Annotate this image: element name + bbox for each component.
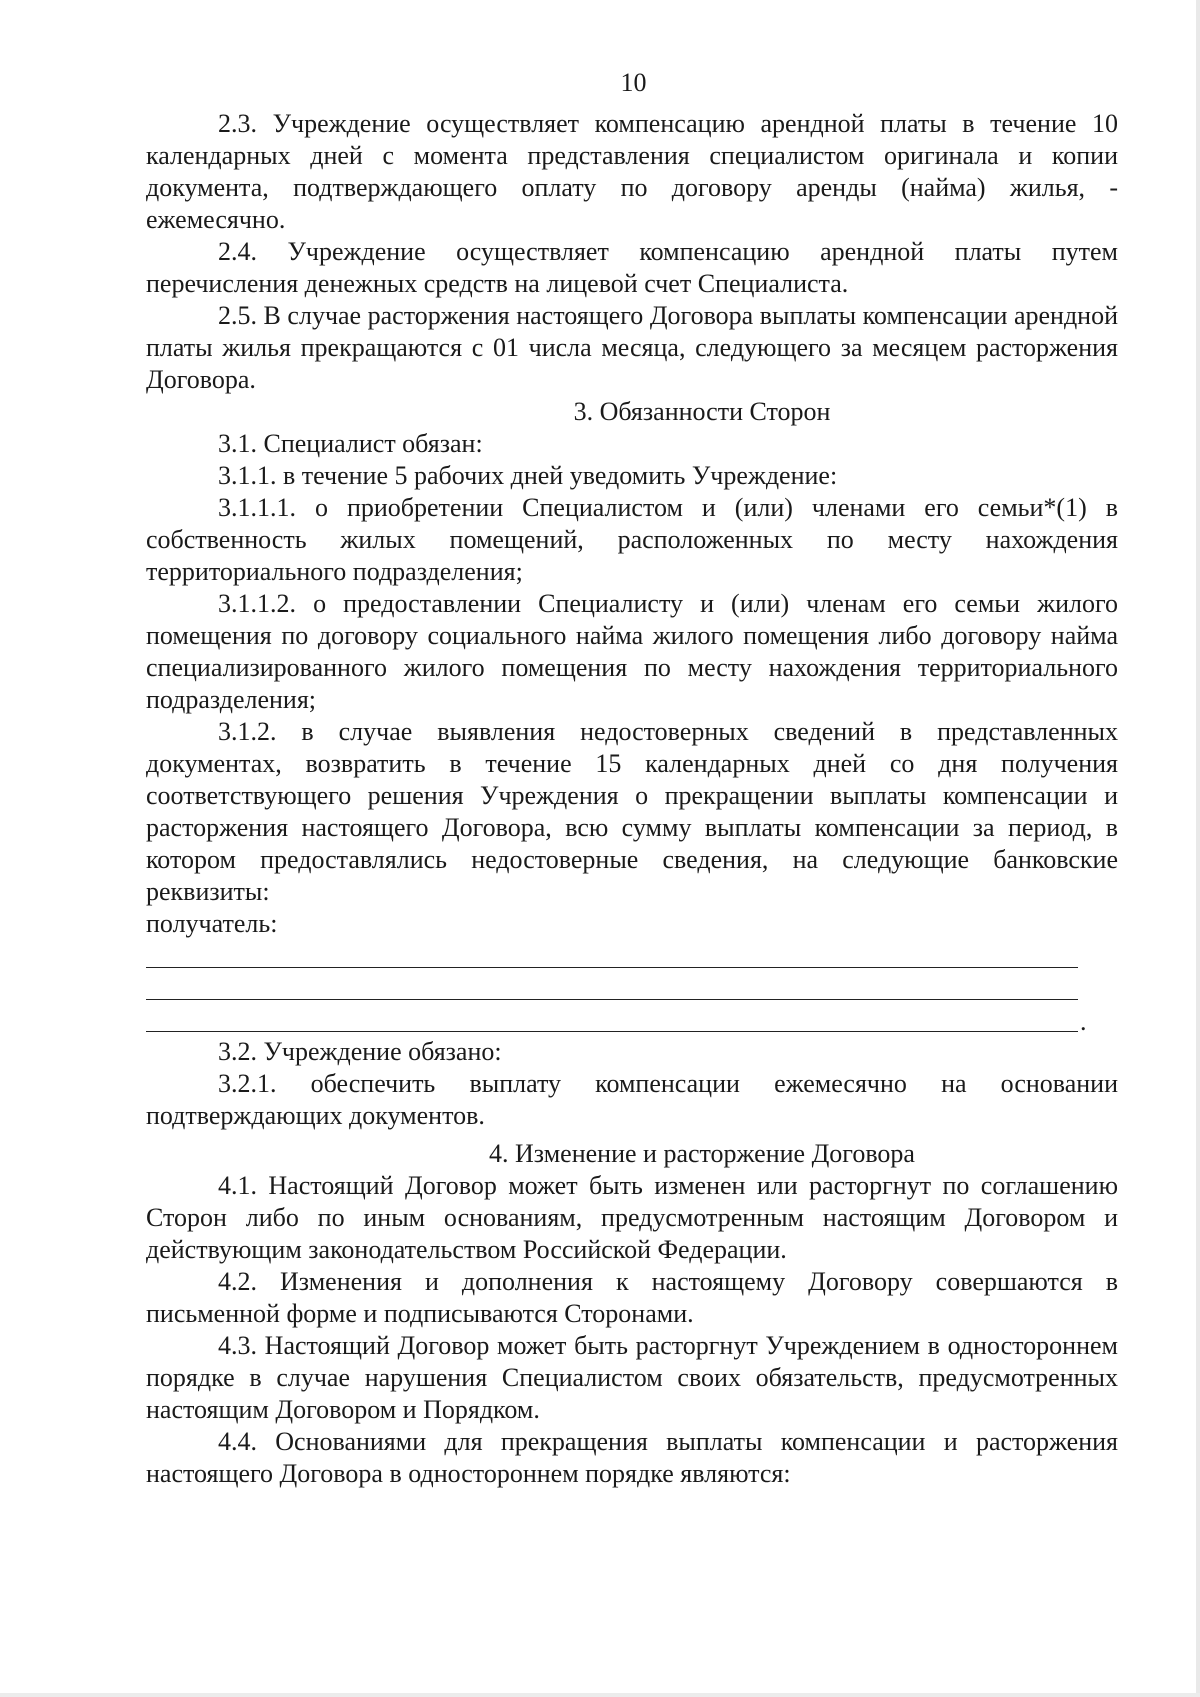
paragraph-3-2-1: 3.2.1. обеспечить выплату компенсации ежемесячно на основании подтверждающих документов. [146, 1069, 1118, 1130]
paragraph-3-1: 3.1. Специалист обязан: [218, 429, 483, 458]
paragraph-3-1-2: 3.1.2. в случае выявления недостоверных сведений в представленных документах, возвратить в течение 15 календарных дней со дня получения соответствующего решения Учреждения о прекращении выплаты компенсации и расторжения настоящего Договора, всю сумму выплаты компенсации за период, в котором предоставлялись недостоверные сведения, на следующие банковские реквизиты: [146, 717, 1118, 906]
section-heading-3: 3. Обязанности Сторон [573, 397, 831, 426]
recipient-label: получатель: [146, 909, 278, 938]
blank-line-period: . [1080, 1007, 1087, 1036]
paragraph-4-1: 4.1. Настоящий Договор может быть изменен или расторгнут по соглашению Сторон либо по иным основаниям, предусмотренным настоящим Договором и действующим законодательством Российской Федерации. [146, 1171, 1118, 1264]
document-body [146, 108, 1118, 1490]
blank-line-2 [146, 972, 1118, 1004]
scan-edge-right [1196, 0, 1200, 1697]
paragraph-3-1-1-1: 3.1.1.1. о приобретении Специалистом и (или) членами его семьи*(1) в собственность жилых помещений, расположенных по месту нахождения территориального подразделения; [146, 493, 1118, 586]
scan-edge-bottom [0, 1693, 1200, 1697]
blank-line-1 [146, 940, 1118, 972]
section-heading-4: 4. Изменение и расторжение Договора [489, 1139, 915, 1168]
page-number: 10 [620, 68, 647, 97]
paragraph-4-3: 4.3. Настоящий Договор может быть расторгнут Учреждением в одностороннем порядке в случае нарушения Специалистом своих обязательств, предусмотренных настоящим Договором и Порядком. [146, 1331, 1118, 1424]
paragraph-2-3: 2.3. Учреждение осуществляет компенсацию арендной платы в течение 10 календарных дней с момента представления специалистом оригинала и копии документа, подтверждающего оплату по договору аренды (найма) жилья, - ежемесячно. [146, 109, 1118, 234]
paragraph-4-4: 4.4. Основаниями для прекращения выплаты компенсации и расторжения настоящего Договора в одностороннем порядке являются: [146, 1427, 1118, 1488]
paragraph-3-1-1-2: 3.1.1.2. о предоставлении Специалисту и (или) членам его семьи жилого помещения по договору социального найма жилого помещения либо договору найма специализированного жилого помещения по месту нахождения территориального подразделения; [146, 589, 1118, 714]
paragraph-4-2: 4.2. Изменения и дополнения к настоящему Договору совершаются в письменной форме и подписываются Сторонами. [146, 1267, 1118, 1328]
paragraph-3-1-1: 3.1.1. в течение 5 рабочих дней уведомить Учреждение: [218, 461, 838, 490]
blank-line-3 [146, 1004, 1118, 1036]
paragraph-2-5: 2.5. В случае расторжения настоящего Договора выплаты компенсации арендной платы жилья прекращаются с 01 числа месяца, следующего за месяцем расторжения Договора. [146, 301, 1118, 394]
paragraph-3-2: 3.2. Учреждение обязано: [218, 1037, 502, 1066]
paragraph-2-4: 2.4. Учреждение осуществляет компенсацию арендной платы путем перечисления денежных средств на лицевой счет Специалиста. [146, 237, 1118, 298]
